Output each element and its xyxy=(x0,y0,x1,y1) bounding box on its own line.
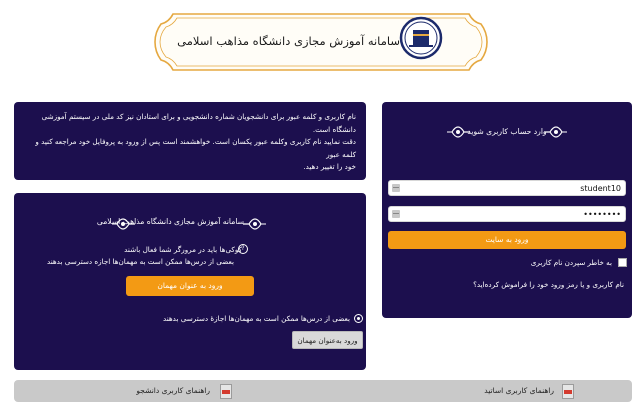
password-field[interactable] xyxy=(388,206,626,222)
university-seal-icon xyxy=(399,16,443,64)
username-field[interactable] xyxy=(388,180,626,196)
remember-username-label: به خاطر سپردن نام کاربری xyxy=(530,258,612,267)
guest-access-note: بعضی از درس‌ها ممکن است به مهمان‌ها اجازه دسترسی بدهند xyxy=(46,257,234,266)
guest-header: سامانه آموزش مجازی دانشگاه مذاهب اسلامی xyxy=(96,217,244,226)
username-input[interactable] xyxy=(403,181,621,195)
cookies-notice: کوکی‌ها باید در مرورگر شما فعال باشند xyxy=(124,245,242,254)
teachers-guide-link[interactable]: راهنمای کاربری اساتید xyxy=(484,386,554,395)
students-guide-link[interactable]: راهنمای کاربری دانشجو xyxy=(136,386,210,395)
login-submit-button[interactable]: ورود به سایت xyxy=(388,231,626,249)
help-icon[interactable]: ? xyxy=(238,244,248,254)
notice-line-3: خود را تغییر دهید. xyxy=(303,162,356,171)
username-autofill-icon xyxy=(392,184,400,192)
password-input[interactable] xyxy=(403,207,621,221)
forgot-password-link[interactable]: نام کاربری و یا رمز ورود خود را فراموش کرده‌اید؟ xyxy=(473,280,624,289)
password-autofill-icon xyxy=(392,210,400,218)
login-header: وارد حساب کاربری شوید xyxy=(467,127,547,136)
pdf-icon[interactable] xyxy=(220,384,232,399)
notice-line-2: دقت نمایید نام کاربری وکلمه عبور یکسان است. خواهشمند است پس از ورود به پروفایل خود مراجعه کنید و کلمه عبور xyxy=(35,137,356,159)
notice-panel xyxy=(14,102,366,180)
pdf-icon[interactable] xyxy=(562,384,574,399)
notice-text xyxy=(26,111,356,174)
guest-login-button-2[interactable]: ورود به‌عنوان مهمان xyxy=(292,331,363,349)
notice-line-1: نام کاربری و کلمه عبور برای دانشجویان شماره دانشجویی و برای استادان نیز کد ملی در سیستم آموزشی دانشگاه است. xyxy=(41,112,356,134)
site-title: سامانه آموزش مجازی دانشگاه مذاهب اسلامی xyxy=(177,34,400,48)
info-radio-icon xyxy=(354,314,363,323)
footer-bar xyxy=(14,380,632,402)
guest-login-button[interactable]: ورود به عنوان مهمان xyxy=(126,276,254,296)
guest-panel xyxy=(14,193,366,370)
guest-access-note-2: بعضی از درس‌ها ممکن است به مهمان‌ها اجازهٔ دسترسی بدهند xyxy=(162,314,350,323)
remember-username-checkbox[interactable] xyxy=(618,258,627,267)
